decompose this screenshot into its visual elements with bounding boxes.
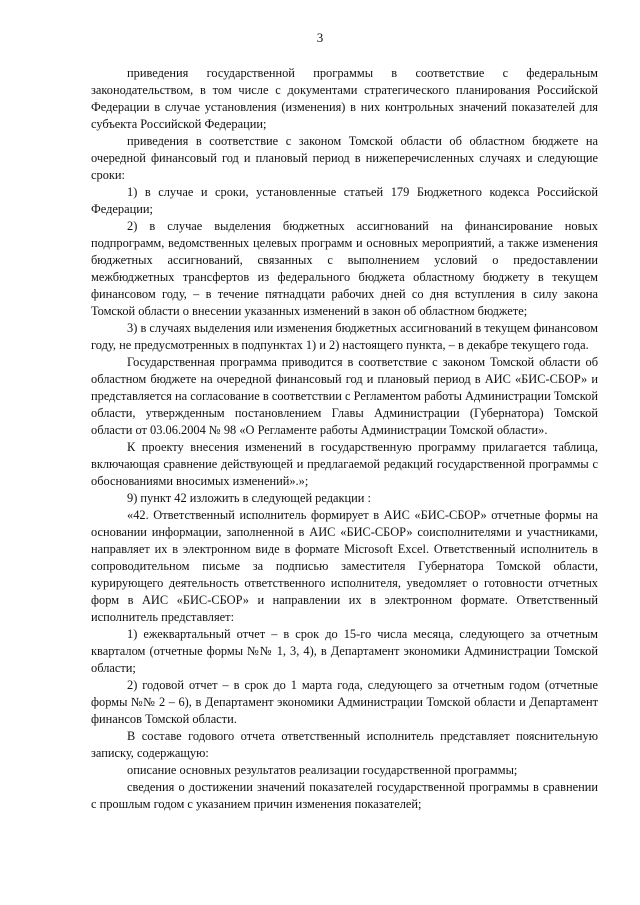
paragraph: описание основных результатов реализации государственной программы; [127,763,518,777]
paragraph: «42. Ответственный исполнитель формирует в АИС «БИС-СБОР» отчетные формы на основании информации, заполненной в АИС «БИС-СБОР» соисполнителями и участниками, направляет их в электронном виде в формате Microsoft Excel. Ответственный исполнитель в сопроводительном письме за подписью заместителя Губернатора Томской области, курирующего деятельность ответственного исполнителя, уведомляет о готовности отчетных форм в АИС «БИС-СБОР» и направлении их в электронном формате. Ответственный исполнитель представляет: [91,508,598,624]
paragraph: Государственная программа приводится в соответствие с законом Томской области об областном бюджете на очередной финансовый год и плановый период в АИС «БИС-СБОР» и представляется на согласование в соответствии с Регламентом работы Администрации Томской области, утвержденным постановлением Главы Администрации (Губернатора) Томской области от 03.06.2004 № 98 «О Регламенте работы Администрации Томской области». [91,355,598,437]
list-item: 2) годовой отчет – в срок до 1 марта года, следующего за отчетным годом (отчетные формы №№ 2 – 6), в Департамент экономики Администрации Томской области и Департамент финансов Томской области. [91,678,598,726]
paragraph: приведения в соответствие с законом Томской области об областном бюджете на очередной финансовый год и плановый период в нижеперечисленных случаях и следующие сроки: [91,134,598,182]
page-number: 3 [316,30,324,45]
paragraph: К проекту внесения изменений в государственную программу прилагается таблица, включающая сравнение действующей и предлагаемой редакций государственной программы с обоснованиями вносимых изменений».»; [91,440,598,488]
document-body [91,65,598,813]
list-item: 1) ежеквартальный отчет – в срок до 15-го числа месяца, следующего за отчетным кварталом (отчетные формы №№ 1, 3, 4), в Департамент экономики Администрации Томской области; [91,627,598,675]
list-item: 3) в случаях выделения или изменения бюджетных ассигнований в текущем финансовом году, не предусмотренных в подпунктах 1) и 2) настоящего пункта, – в декабре текущего года. [91,321,598,352]
list-item: 2) в случае выделения бюджетных ассигнований на финансирование новых подпрограмм, ведомственных целевых программ и основных мероприятий, а также изменения бюджетных ассигнований, связанных с выполнением условий о предоставлении межбюджетных трансфертов из федерального бюджета областному бюджету в текущем финансовом году, – в течение пятнадцати рабочих дней со дня вступления в силу закона Томской области о внесении указанных изменений в закон об областном бюджете; [91,219,598,318]
paragraph: приведения государственной программы в соответствие с федеральным законодательством, в том числе с документами стратегического планирования Российской Федерации в случае установления (изменения) в них контрольных значений показателей для субъекта Российской Федерации; [91,66,598,131]
list-item: 1) в случае и сроки, установленные статьей 179 Бюджетного кодекса Российской Федерации; [91,185,598,216]
paragraph: В составе годового отчета ответственный исполнитель представляет пояснительную записку, содержащую: [91,729,598,760]
paragraph: 9) пункт 42 изложить в следующей редакции : [127,491,371,505]
paragraph: сведения о достижении значений показателей государственной программы в сравнении с прошлым годом с указанием причин изменения показателей; [91,780,598,811]
